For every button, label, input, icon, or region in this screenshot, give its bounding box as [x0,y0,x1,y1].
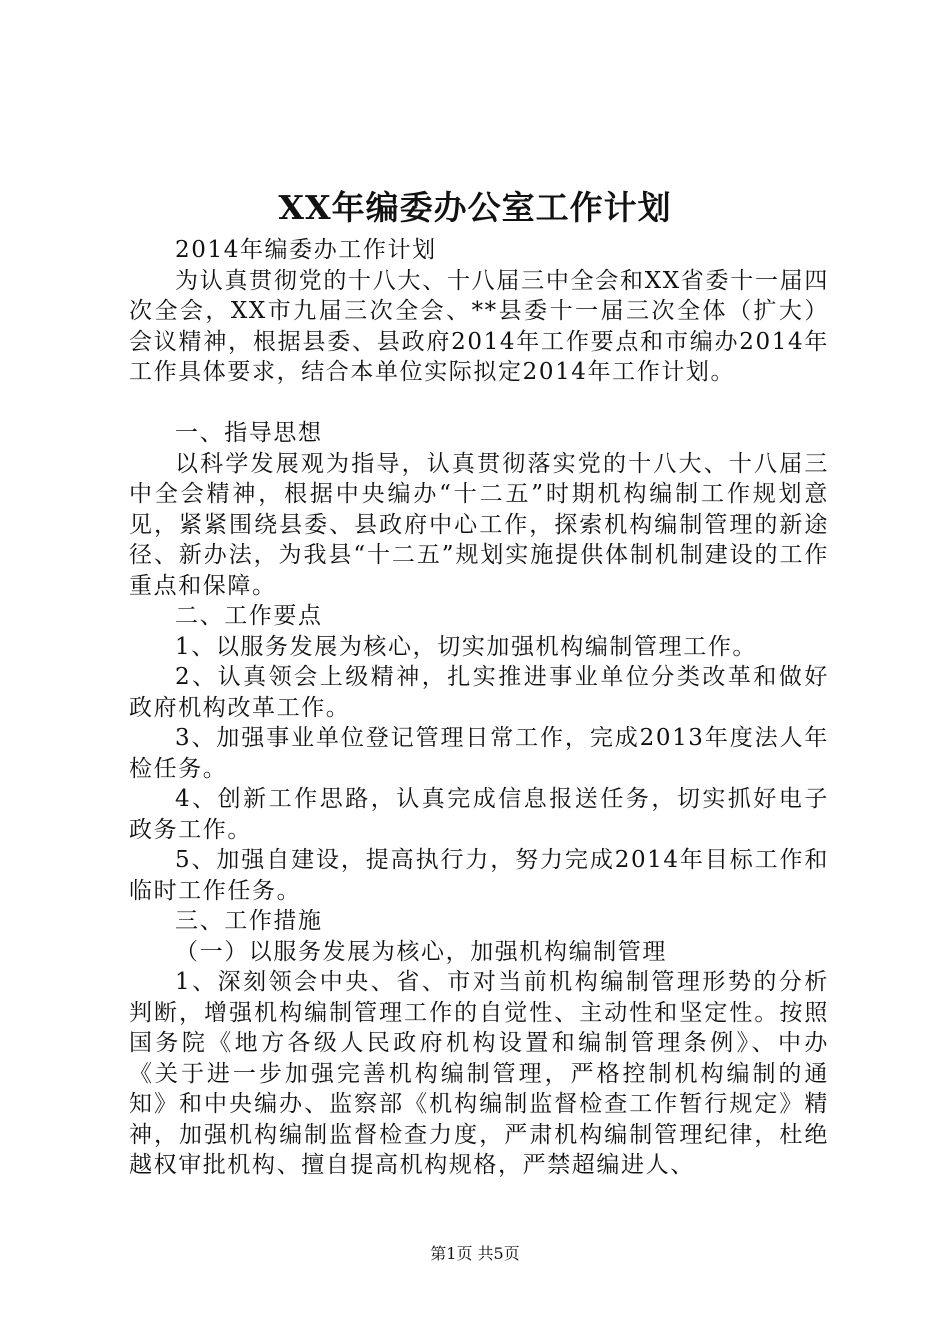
paragraph-measure-1-1: 1、深刻领会中央、省、市对当前机构编制管理形势的分析判断，增强机构编制管理工作的自觉性、主动性和坚定性。按照国务院《地方各级人民政府机构设置和编制管理条例》、中办《关于进一步加强完善机构编制管理，严格控制机构编制的通知》和中央编办、监察部《机构编制监督检查工作暂行规定》精神，加强机构编制监督检查力度，严肃机构编制管理纪律，杜绝越权审批机构、擅自提高机构规格，严禁超编进人、 [129,969,829,1178]
paragraph-subtitle: 2014年编委办工作计划 [175,237,437,263]
subheading-measure-1: （一）以服务发展为核心，加强机构编制管理 [175,938,667,965]
paragraph-intro: 为认真贯彻党的十八大、十八届三中全会和XX省委十一届四次全会，XX市九届三次全会、**县委十一届三次全体（扩大）会议精神，根据县委、县政府2014年工作要点和市编办2014年工作具体要求，结合本单位实际拟定2014年工作计划。 [129,267,829,385]
work-point-4: 4、创新工作思路，认真完成信息报送任务，切实抓好电子政务工作。 [129,786,829,843]
heading-work-points: 二、工作要点 [175,603,323,629]
work-point-1: 1、以服务发展为核心，切实加强机构编制管理工作。 [175,633,758,660]
document-body [129,235,829,1181]
work-point-3: 3、加强事业单位登记管理日常工作，完成2013年度法人年检任务。 [129,725,829,782]
work-point-5: 5、加强自建设，提高执行力，努力完成2014年目标工作和临时工作任务。 [129,847,829,904]
page-footer: 第1页 共5页 [430,1244,520,1263]
document-title: XX年编委办公室工作计划 [278,188,672,227]
heading-guiding-ideology: 一、指导思想 [175,420,323,446]
paragraph-guiding-ideology: 以科学发展观为指导，认真贯彻落实党的十八大、十八届三中全会精神，根据中央编办“十二五”时期机构编制工作规划意见，紧紧围绕县委、县政府中心工作，探索机构编制管理的新途径、新办法，为我县“十二五”规划实施提供体制机制建设的工作重点和保障。 [129,450,829,599]
heading-work-measures: 三、工作措施 [175,908,323,934]
work-point-2: 2、认真领会上级精神，扎实推进事业单位分类改革和做好政府机构改革工作。 [129,664,829,721]
